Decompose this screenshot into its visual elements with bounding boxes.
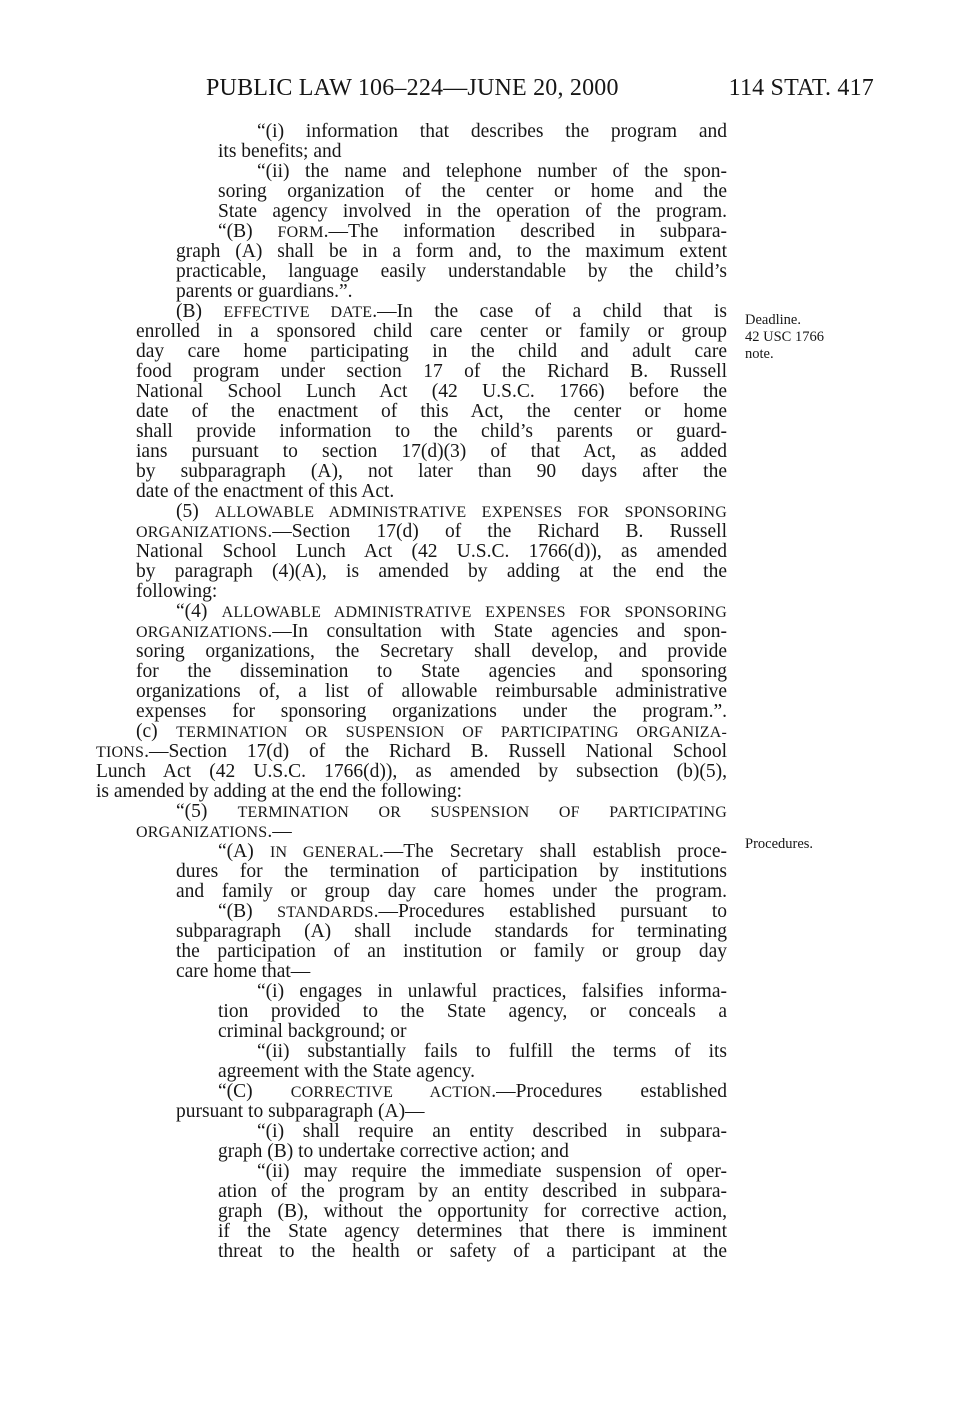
text-line: dures for the termination of participation by institutions (176, 861, 727, 882)
text-line: parents or guardians.”. (176, 281, 353, 302)
heading-allowable-expenses-4: ALLOWABLE ADMINISTRATIVE EXPENSES FOR SPONSORING (221, 604, 727, 621)
margin-note-procedures: Procedures. (745, 836, 814, 852)
text-line: “(i) information that describes the program and (257, 121, 727, 142)
text-line: ation of the program by an entity described in subpara- (218, 1181, 727, 1202)
heading-effective-date: EFFECTIVE DATE (223, 304, 373, 321)
paragraph-heading-line: “(4) ALLOWABLE ADMINISTRATIVE EXPENSES FOR SPONSORING (176, 601, 727, 622)
text-line: and family or group day care homes under the program. (176, 881, 727, 902)
heading-form: FORM (277, 224, 324, 241)
text-line: “(ii) the name and telephone number of the spon- (257, 161, 727, 182)
heading-corrective-action: CORRECTIVE ACTION (290, 1084, 492, 1101)
text-line: by subparagraph (A), not later than 90 days after the (136, 461, 727, 482)
heading-termination-5: TERMINATION OR SUSPENSION OF PARTICIPATING (237, 804, 727, 821)
text-line: subparagraph (A) shall include standards for terminating (176, 921, 727, 942)
text-line: date of the enactment of this Act. (136, 481, 395, 502)
text-line: tion provided to the State agency, or conceals a (218, 1001, 727, 1022)
heading-allowable-expenses: ALLOWABLE ADMINISTRATIVE EXPENSES FOR SPONSORING (214, 504, 727, 521)
paragraph-heading-line: (5) ALLOWABLE ADMINISTRATIVE EXPENSES FOR SPONSORING (176, 501, 727, 522)
text-line: day care home participating in the child and adult care (136, 341, 727, 362)
text-line: “(i) shall require an entity described in subpara- (257, 1121, 727, 1142)
text-line: “(ii) may require the immediate suspension of oper- (257, 1161, 727, 1182)
subsection-heading-line: TIONS.—Section 17(d) of the Richard B. Russell National School (96, 741, 727, 762)
text-line: care home that— (176, 961, 311, 982)
text-line: State agency involved in the operation of the program. (218, 201, 727, 222)
margin-note-usc-citation: 42 USC 1766 (745, 329, 824, 345)
text-line: National School Lunch Act (42 U.S.C. 1766) before the (136, 381, 727, 402)
header-page-number: 114 STAT. 417 (728, 75, 874, 101)
text-line: graph (B), without the opportunity for corrective action, (218, 1201, 727, 1222)
text-line: soring organizations, the Secretary shall develop, and provide (136, 641, 727, 662)
text-line: is amended by adding at the end the following: (96, 781, 463, 802)
text-line: if the State agency determines that there is imminent (218, 1221, 727, 1242)
paragraph-heading-line: ORGANIZATIONS.—In consultation with State agencies and spon- (136, 621, 727, 642)
text-line: soring organization of the center or home and the (218, 181, 727, 202)
subparagraph-heading-line: “(A) IN GENERAL.—The Secretary shall establish proce- (218, 841, 727, 862)
margin-note-deadline: Deadline. (745, 312, 801, 328)
text-line: organizations of, a list of allowable reimbursable administrative (136, 681, 727, 702)
text-line: pursuant to subparagraph (A)— (176, 1101, 425, 1122)
text-line: ians pursuant to section 17(d)(3) of that Act, as added (136, 441, 727, 462)
paragraph-heading-line: “(5) TERMINATION OR SUSPENSION OF PARTICIPATING (176, 801, 727, 822)
text-line: practicable, language easily understandable by the child’s (176, 261, 727, 282)
subsection-heading-line: (c) TERMINATION OR SUSPENSION OF PARTICIPATING ORGANIZA- (136, 721, 727, 742)
subparagraph-heading-line: “(B) FORM.—The information described in subpara- (218, 221, 727, 242)
text-line: threat to the health or safety of a participant at the (218, 1241, 727, 1262)
text-line: its benefits; and (218, 141, 342, 162)
text-line: expenses for sponsoring organizations under the program.”. (136, 701, 727, 722)
text-line: agreement with the State agency. (218, 1061, 476, 1082)
paragraph-heading-line: ORGANIZATIONS.— (136, 821, 292, 842)
text-line: by paragraph (4)(A), is amended by adding at the end the (136, 561, 727, 582)
text-line: criminal background; or (218, 1021, 407, 1042)
subparagraph-heading-line: “(C) CORRECTIVE ACTION.—Procedures established (218, 1081, 727, 1102)
text-line: date of the enactment of this Act, the center or home (136, 401, 727, 422)
paragraph-heading-line: ORGANIZATIONS.—Section 17(d) of the Richard B. Russell (136, 521, 727, 542)
subparagraph-heading-line: (B) EFFECTIVE DATE.—In the case of a child that is (176, 301, 727, 322)
text-line: enrolled in a sponsored child care center or family or group (136, 321, 727, 342)
text-line: National School Lunch Act (42 U.S.C. 1766(d)), as amended (136, 541, 727, 562)
text-line: graph (B) to undertake corrective action; and (218, 1141, 569, 1162)
margin-note-note: note. (745, 346, 774, 362)
text-line: food program under section 17 of the Richard B. Russell (136, 361, 727, 382)
text-line: “(i) engages in unlawful practices, falsifies informa- (257, 981, 727, 1002)
text-line: Lunch Act (42 U.S.C. 1766(d)), as amended by subsection (b)(5), (96, 761, 727, 782)
text-line: for the dissemination to State agencies and sponsoring (136, 661, 727, 682)
heading-in-general: IN GENERAL (269, 844, 379, 861)
text-line: “(ii) substantially fails to fulfill the terms of its (257, 1041, 727, 1062)
text-line: shall provide information to the child’s parents or guard- (136, 421, 727, 442)
text-line: following: (136, 581, 218, 602)
header-title: PUBLIC LAW 106–224—JUNE 20, 2000 (206, 75, 619, 101)
subparagraph-heading-line: “(B) STANDARDS.—Procedures established pursuant to (218, 901, 728, 922)
heading-termination-suspension: TERMINATION OR SUSPENSION OF PARTICIPATING ORGANIZA- (176, 724, 727, 741)
heading-standards: STANDARDS (277, 904, 374, 921)
text-line: graph (A) shall be in a form and, to the maximum extent (176, 241, 727, 262)
running-header (206, 72, 874, 104)
text-line: the participation of an institution or family or group day (176, 941, 727, 962)
